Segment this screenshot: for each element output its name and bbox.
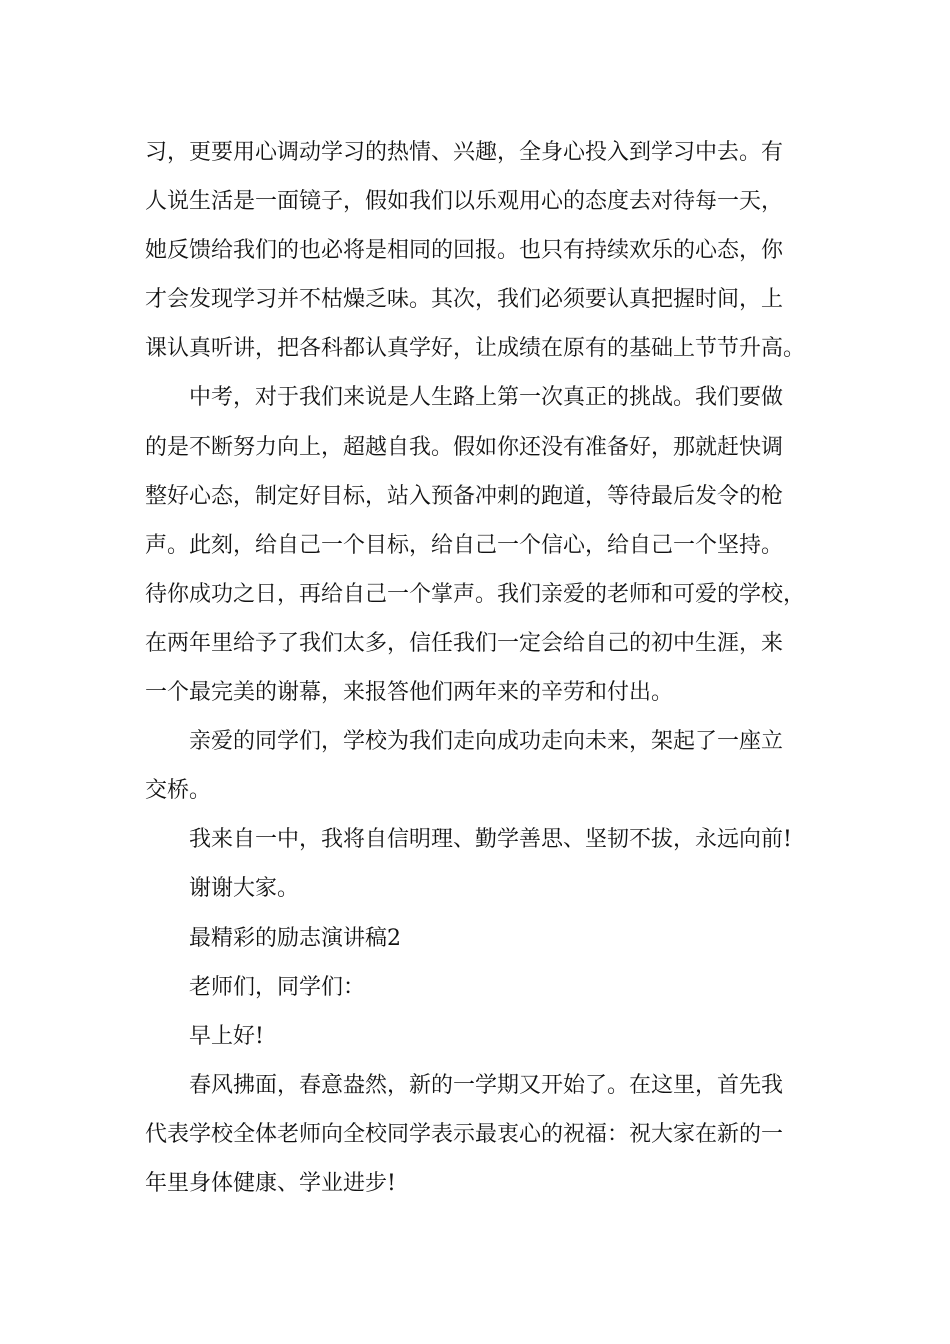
text-line: 习，更要用心调动学习的热情、兴趣，全身心投入到学习中去。有 [145,140,784,165]
salutation-line: 老师们，同学们： [189,974,366,1000]
paragraph-start-line: 谢谢大家。 [189,876,300,902]
greeting-line: 早上好! [189,1023,264,1049]
document-body [145,128,810,1208]
text-line: 声。此刻，给自己一个目标，给自己一个信心，给自己一个坚持。 [145,532,784,558]
text-line: 她反馈给我们的也必将是相同的回报。也只有持续欢乐的心态，你 [145,238,784,264]
paragraph-start-line: 我来自一中，我将自信明理、勤学善思、坚韧不拔，永远向前! [189,827,792,853]
text-line: 待你成功之日，再给自己一个掌声。我们亲爱的老师和可爱的学校， [145,581,806,607]
paragraph-start-line: 中考，对于我们来说是人生路上第一次真正的挑战。我们要做 [189,385,784,411]
text-line: 代表学校全体老师向全校同学表示最衷心的祝福：祝大家在新的一 [145,1121,784,1147]
text-line: 一个最完美的谢幕，来报答他们两年来的辛劳和付出。 [145,680,674,706]
text-line: 在两年里给予了我们太多，信任我们一定会给自己的初中生涯，来 [145,630,784,656]
paragraph-start-line: 春风拂面，春意盎然，新的一学期又开始了。在这里，首先我 [189,1072,784,1098]
text-line: 才会发现学习并不枯燥乏味。其次，我们必须要认真把握时间，上 [145,287,784,313]
section-heading: 最精彩的励志演讲稿2 [189,925,401,951]
text-line: 整好心态，制定好目标，站入预备冲刺的跑道，等待最后发令的枪 [145,483,784,509]
paragraph-start-line: 亲爱的同学们，学校为我们走向成功走向未来，架起了一座立 [189,729,784,755]
text-line: 的是不断努力向上，超越自我。假如你还没有准备好，那就赶快调 [145,434,784,460]
text-line: 人说生活是一面镜子，假如我们以乐观用心的态度去对待每一天， [145,189,784,215]
text-line: 课认真听讲，把各科都认真学好，让成绩在原有的基础上节节升高。 [145,336,806,362]
text-line: 年里身体健康、学业进步! [145,1170,396,1196]
text-line: 交桥。 [145,778,212,804]
